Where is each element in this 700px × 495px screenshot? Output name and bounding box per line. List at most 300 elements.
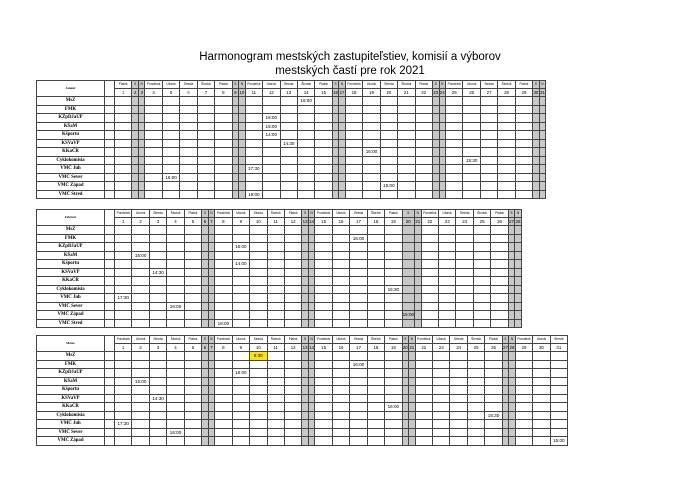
- weekday-name: Piatok: [184, 210, 201, 218]
- day-cell: [184, 394, 201, 403]
- day-cell: [115, 302, 132, 311]
- day-cell: [215, 122, 232, 131]
- row-label: VMČ Západ: [37, 311, 105, 320]
- day-cell: [345, 182, 362, 191]
- weekday-name: Utorok: [433, 336, 450, 344]
- day-cell: [297, 139, 314, 148]
- gap-cell: [105, 268, 115, 277]
- day-cell: [350, 294, 367, 303]
- day-cell: [446, 105, 463, 114]
- day-cell: [115, 173, 132, 182]
- day-cell: [456, 294, 473, 303]
- title-line-1: Harmonogram mestských zastupiteľstiev, komisií a výborov: [199, 51, 501, 63]
- day-cell: [145, 190, 162, 199]
- weekday-name: Utorok: [232, 336, 249, 344]
- day-cell: [115, 360, 132, 369]
- day-number: 12: [263, 89, 280, 97]
- day-cell: [380, 148, 397, 157]
- day-cell: [284, 352, 301, 361]
- day-cell: [367, 437, 384, 446]
- day-cell: [215, 148, 232, 157]
- day-cell: [498, 173, 515, 182]
- day-cell: [115, 182, 132, 191]
- time-entry: 16:00: [167, 302, 184, 311]
- day-cell: [515, 131, 532, 140]
- table-row: [37, 285, 522, 294]
- day-cell: [480, 139, 497, 148]
- row-label: Kšportu: [37, 386, 105, 395]
- day-cell: [184, 428, 201, 437]
- row-label: FMK: [37, 105, 105, 114]
- day-cell: [250, 294, 267, 303]
- day-cell: [398, 97, 415, 106]
- day-cell: [215, 268, 232, 277]
- row-label: KKaCR: [37, 277, 105, 286]
- day-cell: [515, 182, 532, 191]
- day-cell: [550, 420, 567, 429]
- day-cell: [250, 437, 267, 446]
- day-cell: [367, 403, 384, 412]
- day-cell: [415, 97, 432, 106]
- day-cell: [132, 285, 149, 294]
- day-cell: [421, 234, 438, 243]
- day-cell: [539, 173, 546, 182]
- day-cell: [385, 226, 402, 235]
- document-title: [0, 50, 700, 78]
- day-cell: [332, 251, 349, 260]
- day-cell: [184, 386, 201, 395]
- weekday-name: Pondelok: [415, 336, 432, 344]
- day-number: 19: [363, 89, 380, 97]
- day-cell: [550, 394, 567, 403]
- day-cell: [332, 369, 349, 378]
- day-cell: [197, 173, 214, 182]
- day-number: 30: [533, 90, 539, 95]
- day-cell: [350, 251, 367, 260]
- day-cell: [385, 369, 402, 378]
- day-cell: [363, 173, 380, 182]
- day-cell: [367, 352, 384, 361]
- day-cell: [245, 105, 262, 114]
- day-cell: [480, 114, 497, 123]
- day-cell: [132, 360, 149, 369]
- row-label: KŽpDJaÚP: [37, 114, 105, 123]
- day-cell: [232, 403, 249, 412]
- day-cell: [315, 243, 332, 252]
- day-cell: [167, 369, 184, 378]
- day-cell: [315, 156, 332, 165]
- month-name: Marec: [37, 336, 105, 352]
- table-row: [37, 148, 546, 157]
- day-number: 13: [302, 345, 308, 350]
- day-cell: [315, 369, 332, 378]
- row-label: KKaCR: [37, 403, 105, 412]
- day-cell: [515, 277, 522, 286]
- weekday-name: N: [339, 81, 346, 89]
- day-cell: [385, 394, 402, 403]
- time-entry: 15:30: [485, 411, 502, 420]
- day-cell: [463, 173, 480, 182]
- day-cell: [280, 173, 297, 182]
- day-cell: [515, 319, 522, 328]
- day-cell: [245, 182, 262, 191]
- day-cell: [280, 165, 297, 174]
- day-cell: [491, 311, 508, 320]
- day-cell: [332, 260, 349, 269]
- day-cell: [450, 394, 467, 403]
- day-cell: [184, 251, 201, 260]
- day-cell: [149, 319, 166, 328]
- day-cell: [263, 165, 280, 174]
- day-cell: [491, 285, 508, 294]
- day-cell: [267, 260, 284, 269]
- day-number: 28: [515, 219, 521, 224]
- day-cell: [515, 139, 532, 148]
- day-cell: [433, 377, 450, 386]
- day-cell: [115, 122, 132, 131]
- day-cell: [197, 139, 214, 148]
- day-cell: [145, 139, 162, 148]
- day-cell: [250, 302, 267, 311]
- day-cell: [332, 403, 349, 412]
- day-cell: [402, 226, 415, 235]
- weekday-name: Streda: [456, 210, 473, 218]
- day-cell: [473, 260, 490, 269]
- day-cell: [215, 156, 232, 165]
- day-cell: [197, 182, 214, 191]
- day-cell: [380, 105, 397, 114]
- day-cell: [539, 139, 546, 148]
- weekday-name: Streda: [149, 336, 166, 344]
- day-cell: [515, 428, 532, 437]
- gap-cell: [105, 311, 115, 320]
- day-cell: [215, 369, 232, 378]
- day-cell: [350, 394, 367, 403]
- day-cell: [315, 319, 332, 328]
- day-cell: [446, 173, 463, 182]
- day-cell: [367, 268, 384, 277]
- day-cell: [115, 285, 132, 294]
- day-cell: [197, 156, 214, 165]
- day-cell: [421, 319, 438, 328]
- day-cell: [232, 377, 249, 386]
- time-entry: 9:30: [250, 352, 267, 361]
- time-entry: 14:30: [280, 139, 297, 148]
- day-cell: [433, 369, 450, 378]
- day-cell: [315, 226, 332, 235]
- day-cell: [367, 243, 384, 252]
- day-cell: [385, 277, 402, 286]
- gap-cell: [105, 428, 115, 437]
- schedule-table-february: [36, 209, 522, 328]
- day-cell: [550, 428, 567, 437]
- day-cell: [332, 277, 349, 286]
- day-cell: [215, 285, 232, 294]
- day-cell: [315, 377, 332, 386]
- weekday-name: Piatok: [284, 336, 301, 344]
- weekday-name: N: [509, 336, 516, 344]
- day-cell: [149, 260, 166, 269]
- day-cell: [215, 294, 232, 303]
- day-cell: [280, 148, 297, 157]
- day-cell: [491, 260, 508, 269]
- day-cell: [433, 420, 450, 429]
- day-cell: [473, 294, 490, 303]
- day-cell: [267, 420, 284, 429]
- day-cell: [184, 403, 201, 412]
- day-cell: [215, 190, 232, 199]
- table-row: [37, 277, 522, 286]
- day-cell: [250, 226, 267, 235]
- day-cell: [250, 360, 267, 369]
- day-number: 9: [232, 89, 239, 97]
- day-cell: [367, 226, 384, 235]
- day-cell: [332, 285, 349, 294]
- weekday-name: Streda: [180, 81, 197, 89]
- day-cell: [415, 148, 432, 157]
- row-label: KSVaVP: [37, 139, 105, 148]
- time-entry: 16:00: [232, 369, 249, 378]
- day-cell: [485, 360, 502, 369]
- day-cell: [145, 148, 162, 157]
- day-number: 22: [421, 218, 438, 226]
- day-cell: [280, 156, 297, 165]
- day-cell: [415, 131, 432, 140]
- day-number: 15: [315, 218, 332, 226]
- day-cell: [456, 268, 473, 277]
- day-cell: [184, 243, 201, 252]
- weekday-name: Utorok: [132, 336, 149, 344]
- day-cell: [167, 260, 184, 269]
- day-cell: [415, 369, 432, 378]
- day-cell: [145, 122, 162, 131]
- day-cell: [132, 437, 149, 446]
- day-cell: [184, 377, 201, 386]
- gap-cell: [105, 251, 115, 260]
- day-cell: [184, 302, 201, 311]
- day-cell: [267, 352, 284, 361]
- day-cell: [167, 319, 184, 328]
- table-row: [37, 394, 568, 403]
- weekday-name: N: [539, 81, 546, 89]
- day-cell: [162, 190, 179, 199]
- day-number: 1: [115, 89, 132, 97]
- day-cell: [463, 139, 480, 148]
- day-cell: [332, 377, 349, 386]
- day-number: 6: [180, 89, 197, 97]
- table-row: [37, 302, 522, 311]
- day-cell: [149, 226, 166, 235]
- time-entry: 17:30: [115, 294, 132, 303]
- day-cell: [385, 420, 402, 429]
- weekday-name: Streda: [380, 81, 397, 89]
- day-number: 23: [433, 344, 450, 352]
- day-cell: [263, 156, 280, 165]
- day-cell: [250, 369, 267, 378]
- weekday-name: Pondelok: [345, 81, 362, 89]
- day-cell: [467, 403, 484, 412]
- day-cell: [415, 173, 432, 182]
- day-cell: [350, 243, 367, 252]
- day-cell: [332, 319, 349, 328]
- day-cell: [132, 311, 149, 320]
- day-cell: [267, 268, 284, 277]
- day-cell: [115, 131, 132, 140]
- day-number: 29: [515, 344, 532, 352]
- day-number: 15: [315, 344, 332, 352]
- day-cell: [439, 311, 456, 320]
- day-cell: [315, 420, 332, 429]
- day-cell: [184, 311, 201, 320]
- day-cell: [515, 394, 532, 403]
- day-cell: [498, 139, 515, 148]
- gap-cell: [105, 156, 115, 165]
- day-cell: [132, 302, 149, 311]
- row-label: Cyklokomisia: [37, 411, 105, 420]
- schedule-table-march: [36, 335, 568, 446]
- weekday-name: S: [302, 336, 309, 344]
- day-number: 13: [280, 89, 297, 97]
- day-cell: [485, 394, 502, 403]
- day-cell: [232, 234, 249, 243]
- day-cell: [263, 139, 280, 148]
- day-cell: [550, 369, 567, 378]
- day-cell: [132, 319, 149, 328]
- day-cell: [149, 377, 166, 386]
- day-cell: [180, 114, 197, 123]
- day-cell: [149, 403, 166, 412]
- day-cell: [515, 97, 532, 106]
- day-cell: [115, 319, 132, 328]
- day-cell: [363, 114, 380, 123]
- day-cell: [115, 190, 132, 199]
- day-cell: [491, 277, 508, 286]
- day-cell: [280, 114, 297, 123]
- day-cell: [350, 428, 367, 437]
- day-cell: [533, 352, 550, 361]
- day-cell: [180, 148, 197, 157]
- day-number: 21: [398, 89, 415, 97]
- day-cell: [402, 294, 415, 303]
- day-cell: [515, 260, 522, 269]
- day-number: 18: [367, 344, 384, 352]
- day-cell: [533, 411, 550, 420]
- day-cell: [345, 148, 362, 157]
- day-cell: [245, 97, 262, 106]
- table-row: [37, 173, 546, 182]
- day-number: 11: [245, 89, 262, 97]
- weekday-name: Piatok: [315, 81, 332, 89]
- day-number-row: [37, 344, 568, 352]
- gap-cell: [105, 411, 115, 420]
- time-entry: 15:00: [550, 437, 567, 446]
- day-cell: [115, 226, 132, 235]
- day-cell: [480, 148, 497, 157]
- weekday-name: Utorok: [533, 336, 550, 344]
- day-cell: [345, 173, 362, 182]
- day-cell: [250, 319, 267, 328]
- day-cell: [267, 386, 284, 395]
- gap-cell: [105, 182, 115, 191]
- day-cell: [363, 122, 380, 131]
- day-number: 4: [167, 218, 184, 226]
- gap-cell: [105, 234, 115, 243]
- time-entry: 16:00: [215, 319, 232, 328]
- day-cell: [284, 268, 301, 277]
- day-cell: [446, 148, 463, 157]
- day-cell: [398, 148, 415, 157]
- day-cell: [149, 311, 166, 320]
- day-cell: [380, 131, 397, 140]
- day-cell: [515, 360, 532, 369]
- day-cell: [167, 411, 184, 420]
- day-cell: [245, 131, 262, 140]
- day-cell: [115, 369, 132, 378]
- day-cell: [315, 394, 332, 403]
- table-row: [37, 243, 522, 252]
- row-label: KSVaVP: [37, 268, 105, 277]
- day-cell: [149, 243, 166, 252]
- day-cell: [415, 122, 432, 131]
- day-cell: [284, 260, 301, 269]
- day-cell: [115, 411, 132, 420]
- weekday-name: S: [232, 81, 239, 89]
- day-cell: [284, 369, 301, 378]
- day-cell: [250, 411, 267, 420]
- weekday-name: Utorok: [162, 81, 179, 89]
- day-cell: [402, 260, 415, 269]
- day-cell: [350, 319, 367, 328]
- day-cell: [232, 352, 249, 361]
- day-cell: [446, 97, 463, 106]
- day-cell: [267, 403, 284, 412]
- day-cell: [439, 234, 456, 243]
- day-cell: [515, 173, 532, 182]
- day-cell: [162, 114, 179, 123]
- day-cell: [415, 156, 432, 165]
- day-cell: [250, 386, 267, 395]
- gap-cell: [105, 210, 115, 226]
- weekday-name: S: [202, 336, 209, 344]
- day-cell: [115, 428, 132, 437]
- day-cell: [402, 268, 415, 277]
- day-cell: [184, 352, 201, 361]
- day-cell: [446, 190, 463, 199]
- gap-cell: [105, 165, 115, 174]
- day-cell: [315, 311, 332, 320]
- day-cell: [385, 268, 402, 277]
- day-cell: [367, 360, 384, 369]
- weekday-name: Utorok: [463, 81, 480, 89]
- day-cell: [485, 403, 502, 412]
- day-cell: [284, 319, 301, 328]
- day-cell: [250, 234, 267, 243]
- day-cell: [132, 386, 149, 395]
- day-cell: [367, 260, 384, 269]
- day-cell: [456, 260, 473, 269]
- weekday-name: Utorok: [132, 210, 149, 218]
- day-cell: [315, 285, 332, 294]
- day-number: 7: [208, 218, 215, 226]
- day-cell: [132, 294, 149, 303]
- day-cell: [284, 437, 301, 446]
- day-cell: [515, 302, 522, 311]
- day-cell: [533, 403, 550, 412]
- day-cell: [345, 97, 362, 106]
- gap-cell: [105, 122, 115, 131]
- day-cell: [167, 294, 184, 303]
- day-cell: [498, 114, 515, 123]
